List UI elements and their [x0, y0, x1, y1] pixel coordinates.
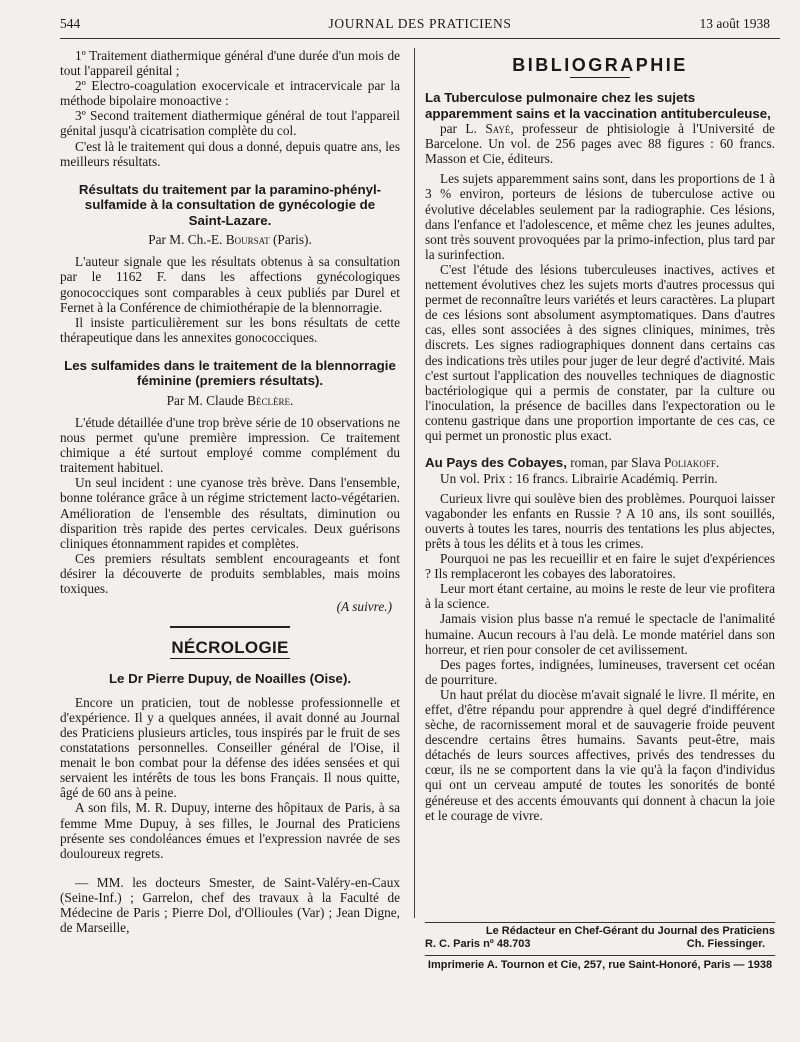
- obituary-list: — MM. les docteurs Smester, de Saint-Valéry-en-Caux (Seine-Inf.) ; Garrelon, chef des travaux à la Faculté de Médecine de Paris ; Pierre Dol, d'Ollioules (Var) ; Jean Digne, de Marseille,: [60, 874, 400, 936]
- right-column: [425, 48, 775, 823]
- review-paragraph: Des pages fortes, indignées, lumineuses, traversent cet océan de pourriture.: [425, 656, 775, 687]
- article-paragraph: Un seul incident : une cyanose très brève. Dans l'ensemble, bonne tolérance grâce à un régime strictement lacto-végétarien. Amélioration de l'ensemble des résultats, diminution ou disparition très rapide des pertes cervicales. Deux guérisons cliniques étonnamment rapides et complètes.: [60, 475, 400, 551]
- section-title-necrologie: NÉCROLOGIE: [171, 638, 289, 658]
- review-paragraph: Curieux livre qui soulève bien des problèmes. Pourquoi laisser vagabonder les enfants en Russie ? A 10 ans, ils sont souillés, ouverts à toutes les tares, nourris des tentations les plus abjectes, prêts à tous les délits et à tous les crimes.: [425, 490, 775, 551]
- page-number: 544: [60, 16, 81, 31]
- review-paragraph: C'est l'étude des lésions tuberculeuses inactives, actives et nettement évolutives chez les sujets morts d'autres processus qui permet de reconnaître leurs variétés et leurs caractères. La plupart de ces lésions sont absolument asymptomatiques. Dans d'autres cas, elles sont associées à des signes cliniques, minimes, très discrets. Les signes radiographiques donnent dans certains cas des indications très utiles pour juger de leur degré d'activité. Mais c'est surtout l'application des nouvelles techniques de diagnostic bactériologique qui a permis de constater, par la culture ou l'inoculation, la présence de bacilles dans l'expectoration ou le contenu gastrique dans une proportion importante de ces cas, ce qui permet un pronostic plus exact.: [425, 261, 775, 443]
- review-paragraph: Les sujets apparemment sains sont, dans les proportions de 1 à 3 % environ, porteurs de lésions de tuberculose active ou évolutive décelables seulement par la radiographie. Ces lésions, dans l'enfance et l'adolescence, et même chez les jeunes adultes, sont très souvent provoquées par la primo-infection, plus tard par la surinfection.: [425, 171, 775, 262]
- journal-title: JOURNAL DES PRATICIENS: [328, 16, 512, 31]
- column-divider: [414, 48, 415, 918]
- obituary-title: Le Dr Pierre Dupuy, de Noailles (Oise).: [108, 671, 352, 687]
- article-paragraph: L'étude détaillée d'une trop brève série de 10 observations ne nous permet qu'une première impression. Ce traitement chimique a été surtout employé comme complément du traitement habituel.: [60, 415, 400, 476]
- issue-date: 13 août 1938: [699, 16, 770, 31]
- obituary-paragraph: Encore un praticien, tout de noblesse professionnelle et d'expérience. Il y a quelques années, il avait donné au Journal des Praticiens plusieurs articles, tous inspirés par le fruit de ses constatations personnelles. Conseiller général de l'Oise, il menait le bon combat pour la défense des idées sensées et qui servaient les intérêts de tous les bons Français. Il nous quitte, âgé de 60 ans à peine.: [60, 694, 400, 801]
- editor-line: Le Rédacteur en Chef-Gérant du Journal des Praticiens: [485, 925, 775, 937]
- treatment-conclusion: C'est là le traitement qui dous a donné, depuis quatre ans, les meilleurs résultats.: [60, 138, 400, 169]
- book-title: La Tuberculose pulmonaire chez les sujets apparemment sains et la vaccination antituberculeuse,: [425, 90, 771, 121]
- to-be-continued: (A suivre.): [336, 599, 392, 615]
- left-column: [60, 48, 400, 935]
- review-paragraph: Un haut prélat du diocèse m'avait signalé le livre. Il mérite, en effet, d'être répandu pour apprendre à quel degré d'indifférence sèche, de racornissement moral et de sauvagerie froide peuvent descendre certains êtres humains. Savants peut-être, mais détachés de leurs sources affectives, privés des tendresses du cœur, ils ne se comportent dans la vie qu'à la façon d'individus qui ont un cerveau amputé de toutes les sonorités de bonté généreuse et des accents émouvants qui donnent à chacun la joie et le courage de vivre.: [425, 686, 775, 823]
- article-paragraph: L'auteur signale que les résultats obtenus à sa consultation par le 1162 F. dans les affections gynécologiques gonococciques sont comparables à ceux publiés par Durel et Fernet à la Conférence de chimiothérapie de la blennorragie.: [60, 254, 400, 315]
- article-byline: Par M. Ch.-E. Boursat (Paris).: [148, 232, 312, 248]
- author-name: Béclère: [247, 392, 291, 408]
- treatment-item-2: 2º Electro-coagulation exocervicale et intracervicale par la méthode bipolaire monoactive :: [60, 78, 400, 109]
- article-paragraph: Il insiste particulièrement sur les bons résultats de cette thérapeutique dans les annexites gonococciques.: [60, 314, 400, 345]
- article-title: Résultats du traitement par la paramino-phényl-sulfamide à la consultation de gynécologie de Saint-Lazare.: [78, 181, 382, 228]
- treatment-item-1: 1º Traitement diathermique général d'une durée d'un mois de tout l'appareil génital ;: [60, 48, 400, 79]
- footer-rule: [425, 922, 775, 923]
- review-paragraph: Pourquoi ne pas les recueillir et en faire le sujet d'expériences ? Ils remplaceront les cobayes des laboratoires.: [425, 551, 775, 582]
- trade-register: R. C. Paris nº 48.703: [425, 938, 531, 950]
- author-name: Poliakoff: [664, 455, 716, 471]
- printer-line: Imprimerie A. Tournon et Cie, 257, rue Saint-Honoré, Paris — 1938: [425, 955, 775, 972]
- book-info: par L. Sayé, professeur de phtisiologie à l'Université de Barcelone. Un vol. de 256 pages avec 88 figures : 60 francs. Masson et Cie, éditeurs.: [425, 121, 775, 167]
- obituary-paragraph: A son fils, M. R. Dupuy, interne des hôpitaux de Paris, à sa femme Mme Dupuy, à ses filles, le Journal des Praticiens présente ses condoléances émues et l'expression navrée de ses douloureux regrets.: [60, 800, 400, 861]
- editor-name: Ch. Fiessinger.: [686, 938, 765, 950]
- book-info: Un vol. Prix : 16 francs. Librairie Académiq. Perrin.: [440, 470, 718, 486]
- author-name: Boursat: [225, 232, 270, 248]
- registration-line: [425, 938, 775, 951]
- section-title-bibliographie: BIBLIOGRAPHIE: [512, 55, 688, 75]
- review-paragraph: Jamais vision plus basse n'a remué le spectacle de l'animalité humaine. Aucun recours à l'au delà. Le monde matériel dans son horreur, et rien pour consoler de cet avilissement.: [425, 611, 775, 657]
- book-heading: Au Pays des Cobayes, roman, par Slava Poliakoff.: [425, 455, 720, 471]
- page-footer: [425, 922, 775, 972]
- book-title: Au Pays des Cobayes,: [425, 455, 567, 471]
- article-paragraph: Ces premiers résultats semblent encourageants et font désirer la découverte de produits semblables, mais moins toxiques.: [60, 550, 400, 597]
- page-header: [60, 14, 780, 39]
- article-byline: Par M. Claude Béclère.: [166, 392, 294, 408]
- author-name: Sayé: [485, 121, 511, 137]
- treatment-item-3: 3º Second traitement diathermique général de tout l'appareil génital jusqu'à cicatrisation complète du col.: [60, 108, 400, 139]
- review-paragraph: Leur mort étant certaine, au moins le reste de leur vie profitera à la science.: [425, 581, 775, 612]
- article-title: Les sulfamides dans le traitement de la blennorragie féminine (premiers résultats).: [64, 357, 396, 389]
